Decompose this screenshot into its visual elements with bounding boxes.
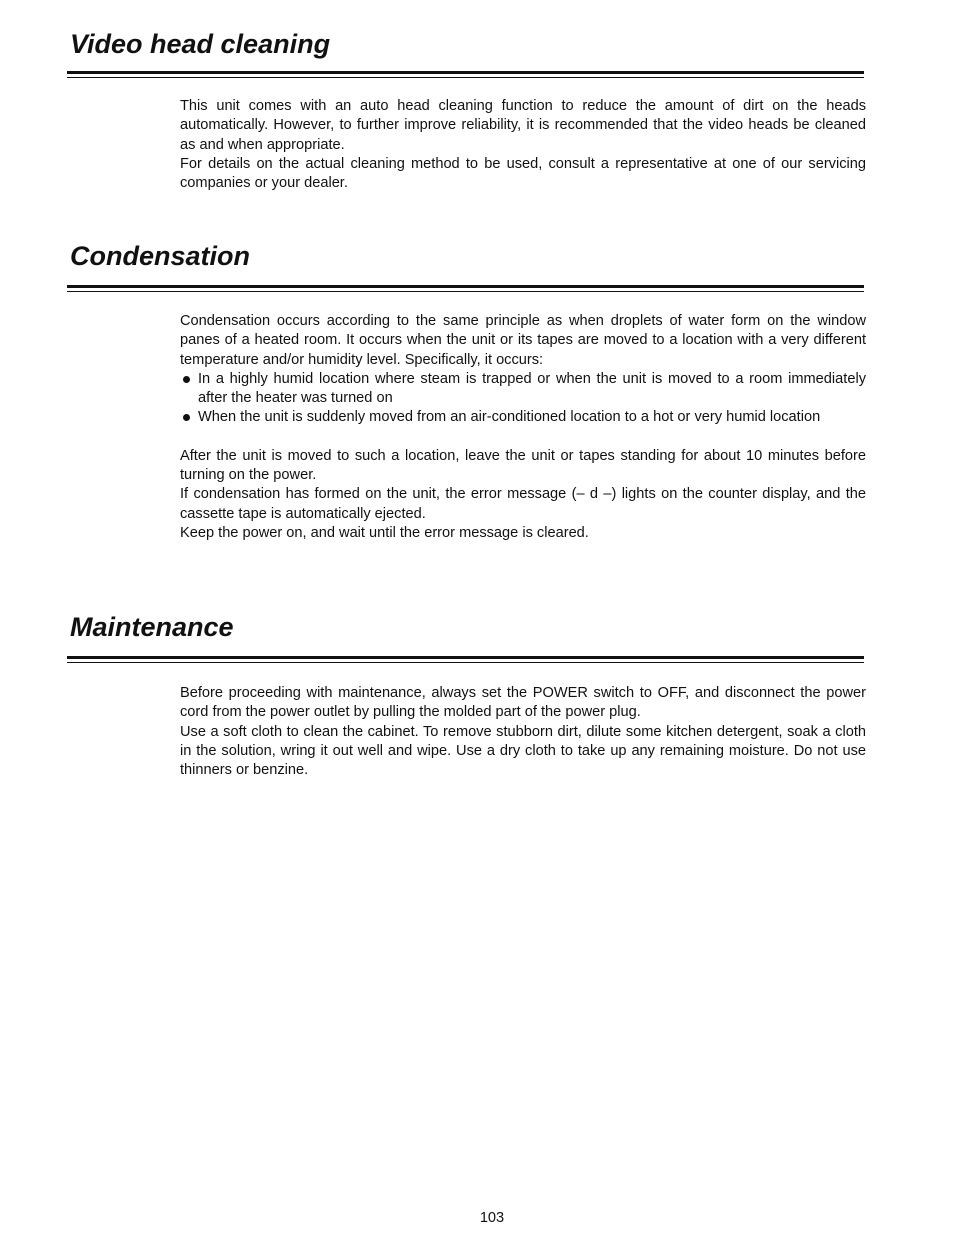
paragraph: For details on the actual cleaning method to be used, consult a representative at one of our servicing companies or your dealer. [180,155,866,192]
paragraph: If condensation has formed on the unit, the error message (– d –) lights on the counter display, and the cassette tape is automatically ejected. [180,486,866,522]
heading-maintenance: Maintenance [70,612,234,642]
condensation-body [180,312,866,543]
maintenance-body [180,684,866,780]
paragraph: Condensation occurs according to the same principle as when droplets of water form on the window panes of a heated room. It occurs when the unit or its tapes are moved to a location with a very different temperature and/or humidity level. Specifically, it occurs: [180,313,866,368]
paragraph: This unit comes with an auto head cleaning function to reduce the amount of dirt on the heads automatically. However, to further improve reliability, it is recommended that the video heads be cleaned as and when appropriate. [180,98,866,153]
bullet-dot-icon [183,414,190,421]
video-head-cleaning-body [180,97,866,193]
bullet-dot-icon [183,376,190,383]
paragraph: Before proceeding with maintenance, always set the POWER switch to OFF, and disconnect the power cord from the power outlet by pulling the molded part of the power plug. [180,685,866,721]
heading-condensation: Condensation [70,241,250,271]
paragraph: After the unit is moved to such a location, leave the unit or tapes standing for about 10 minutes before turning on the power. [180,447,866,484]
bullet-text: In a highly humid location where steam is trapped or when the unit is moved to a room immediately after the heater was turned on [198,370,866,407]
heading-video-head-cleaning: Video head cleaning [70,29,331,59]
bullet-item [180,370,866,409]
page-number: 103 [479,1210,505,1226]
paragraph: Use a soft cloth to clean the cabinet. To remove stubborn dirt, dilute some kitchen detergent, soak a cloth in the solution, wring it out well and wipe. Use a dry cloth to take up any remaining moisture. Do not use thinners or benzine. [180,723,866,779]
paragraph: Keep the power on, and wait until the error message is cleared. [180,524,589,541]
bullet-text: When the unit is suddenly moved from an air-conditioned location to a hot or very humid location [198,409,821,426]
bullet-item [180,408,866,427]
